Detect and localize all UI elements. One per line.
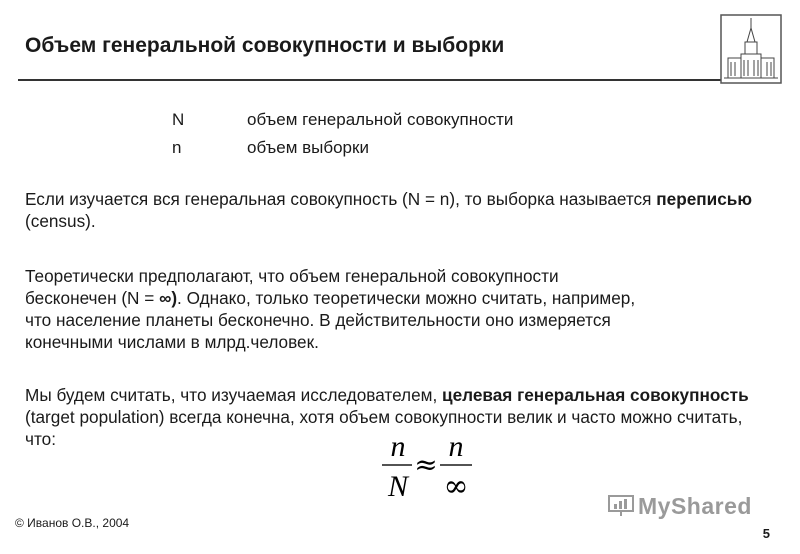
p2-line xyxy=(25,287,785,309)
approx-symbol: ≈ xyxy=(414,448,438,481)
p2-text: бесконечен (N = xyxy=(25,288,160,308)
page-title: Объем генеральной совокупности и выборки xyxy=(25,34,505,57)
formula-denominator-right: ∞ xyxy=(443,469,469,504)
definition-symbol: n xyxy=(172,138,182,157)
definition-row xyxy=(172,106,513,134)
definition-row xyxy=(172,134,513,162)
formula-numerator-left: n xyxy=(390,430,406,463)
p2-line: конечными числами в млрд.человек. xyxy=(25,332,319,352)
watermark-text: MyShared xyxy=(638,493,752,519)
title-underline xyxy=(18,79,723,81)
footer-copyright: © Иванов О.В., 2004 xyxy=(15,516,130,530)
p2-text-end: . Однако, только теоретически можно считать, например, xyxy=(177,288,636,308)
presentation-icon xyxy=(608,495,634,517)
definition-text: объем генеральной совокупности xyxy=(247,110,514,129)
definition-symbol: N xyxy=(172,110,185,129)
definition-text: объем выборки xyxy=(247,138,369,157)
p3-text-end: (target population) всегда конечна, хотя объем совокупности велик и часто можно считать, что: xyxy=(25,407,743,449)
definitions-list xyxy=(172,106,513,162)
paragraph-infinite xyxy=(25,265,785,353)
p2-line: Теоретически предполагают, что объем генеральной совокупности xyxy=(25,266,559,286)
p2-infinity: ∞) xyxy=(159,288,178,308)
watermark xyxy=(608,493,752,520)
p2-line: что население планеты бесконечно. В действительности оно измеряется xyxy=(25,310,611,330)
p1-bold-term: переписью xyxy=(656,189,752,209)
formula-numerator-right: n xyxy=(448,430,464,463)
formula-denominator-left: N xyxy=(387,470,409,503)
p3-bold-term: целевая генеральная совокупность xyxy=(442,385,749,405)
p1-text-end: (census). xyxy=(25,211,96,231)
paragraph-census xyxy=(25,188,785,232)
university-building-logo xyxy=(720,14,782,84)
page-number: 5 xyxy=(762,526,770,541)
p1-text: Если изучается вся генеральная совокупность (N = n), то выборка называется xyxy=(25,189,657,209)
p3-text: Мы будем считать, что изучаемая исследователем, xyxy=(25,385,443,405)
approximation-formula xyxy=(378,428,478,506)
